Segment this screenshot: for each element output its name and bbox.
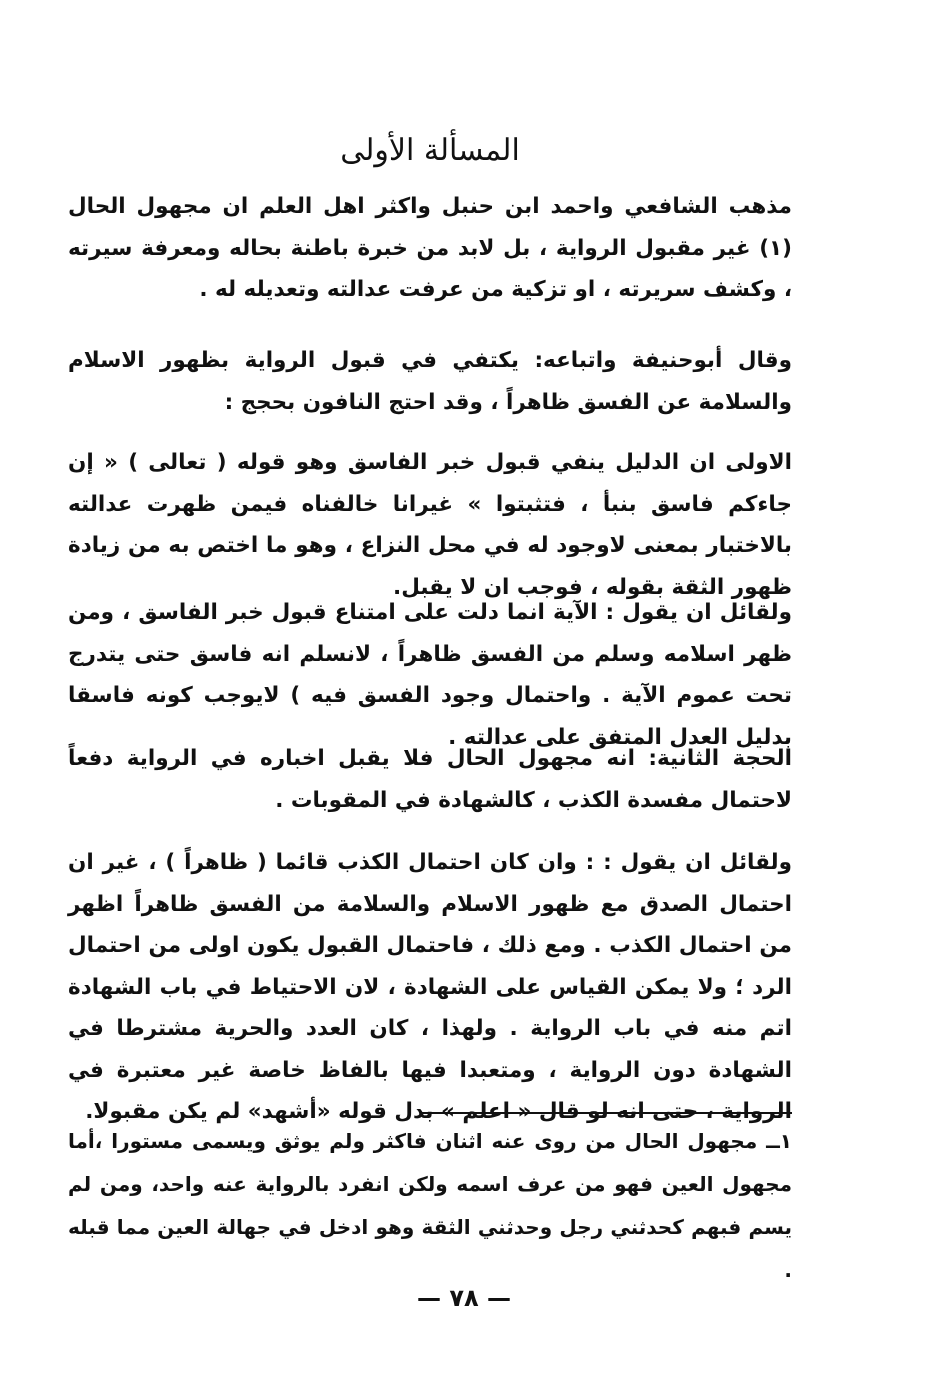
chapter-heading: المسألة الأولى [340,133,520,168]
paragraph-3: الاولى ان الدليل ينفي قبول خبر الفاسق وهو قوله ( تعالى ) « إن جاءكم فاسق بنبأ ، فتثبتوا » غيرانا خالفناه فيمن ظهرت عدالته بالاختبار بمعنى لاوجود له في محل النزاع ، وهو ما اختص به من زيادة ظهور الثقة بقوله ، فوجب ان لا يقبل. [68,450,792,600]
footnote: ١ــ مجهول الحال من روى عنه اثنان فاكثر ولم يوثق ويسمى مستورا ،أما مجهول العين فهو من عرف اسمه ولكن انفرد بالرواية عنه واحد، ومن لم يسم فبهم كحدثني رجل وحدثني الثقة وهو ادخل في جهالة العين مما قبله . [68,1129,792,1282]
paragraph-6: ولقائل ان يقول : : وان كان احتمال الكذب قائما ( ظاهراً ) ، غير ان احتمال الصدق مع ظهور الاسلام والسلامة من الفسق ظاهراً اظهر من احتمال الكذب . ومع ذلك ، فاحتمال القبول يكون اولى من احتمال الرد ؛ ولا يمكن القياس على الشهادة ، لان الاحتياط في باب الشهادة اتم منه في باب الرواية . ولهذا ، كان العدد والحرية مشترطا في الشهادة دون الرواية ، ومتعبدا فيها بالفاظ خاصة غير معتبرة في الرواية ، حتى انه لو قال « اعلم » بدل قوله «أشهد» لم يكن مقبولا. [68,850,792,1124]
paragraph-5: الحجة الثانية: انه مجهول الحال فلا يقبل اخباره في الرواية دفعاً لاحتمال مفسدة الكذب ، كالشهادة في المقوبات . [68,746,792,813]
paragraph-1: مذهب الشافعي واحمد ابن حنبل واكثر اهل العلم ان مجهول الحال (١) غير مقبول الرواية ، بل لابد من خبرة باطنة بحاله ومعرفة سيرته ، وكشف سريرته ، او تزكية من عرفت عدالته وتعديله له . [68,194,792,302]
paragraph-4: ولقائل ان يقول : الآية انما دلت على امتناع قبول خبر الفاسق ، ومن ظهر اسلامه وسلم من الفسق ظاهراً ، لانسلم انه فاسق حتى يتدرج تحت عموم الآية . واحتمال وجود الفسق فيه ) لايوجب كونه فاسقا بدليل العدل المتفق على عدالته . [68,600,792,750]
page-number: — ٧٨ — [416,1284,511,1312]
footnote-divider [420,1112,792,1114]
paragraph-2: وقال أبوحنيفة واتباعه: يكتفي في قبول الرواية بظهور الاسلام والسلامة عن الفسق ظاهراً ، وقد احتج النافون بحجج : [68,348,792,415]
